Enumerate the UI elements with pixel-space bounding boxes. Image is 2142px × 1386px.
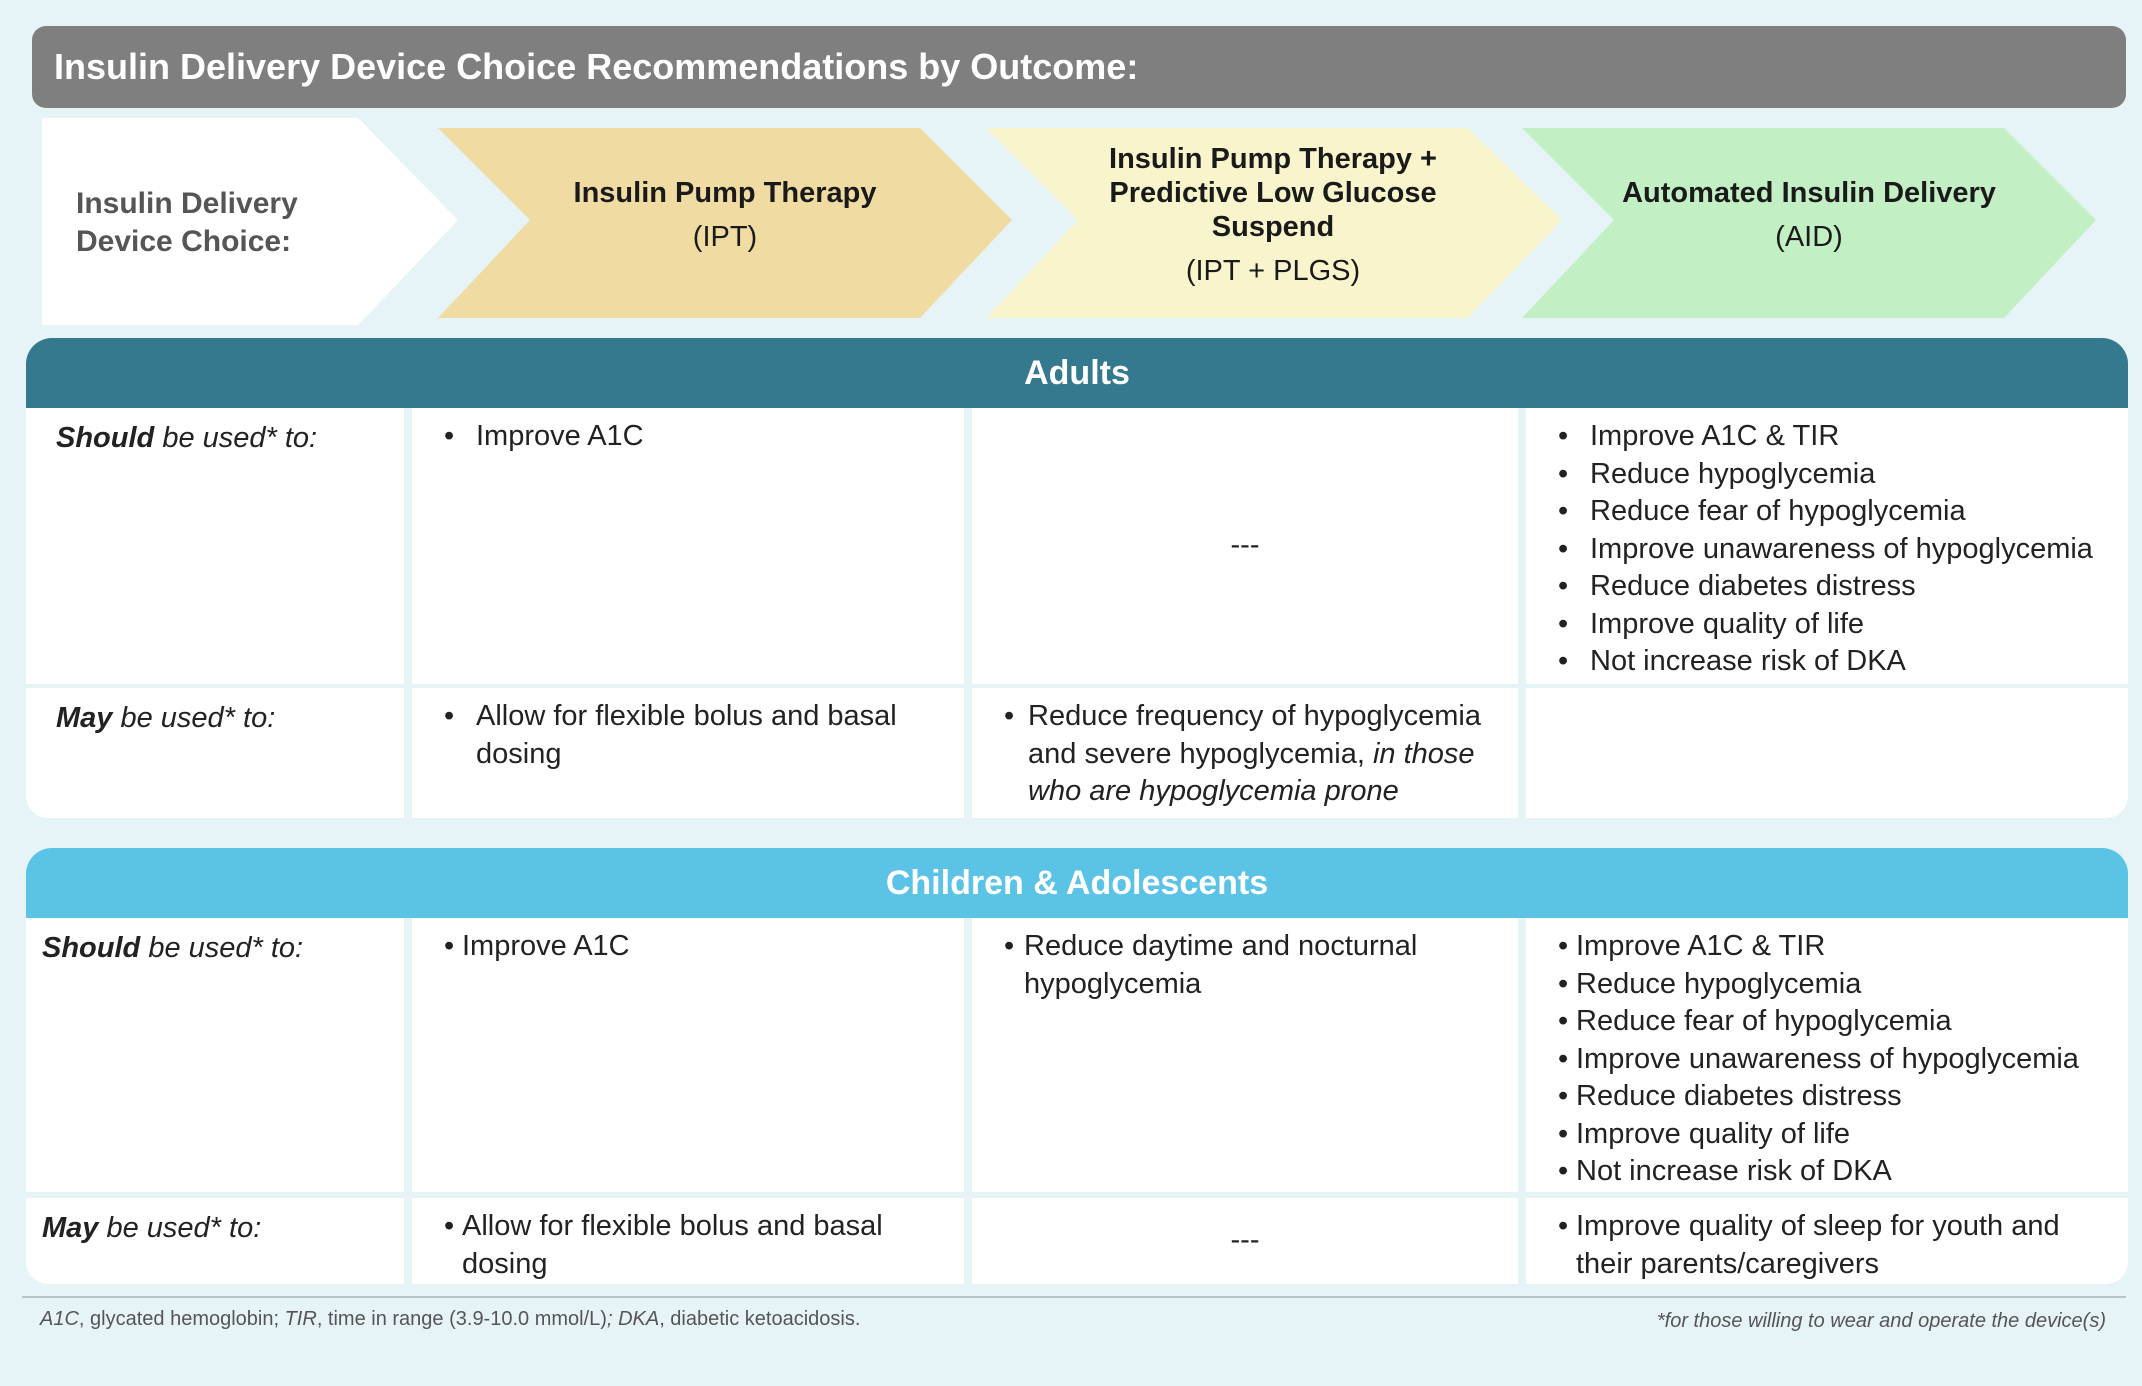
list-item: • Improve quality of sleep for youth and their parents/caregivers [1526, 1208, 2110, 1283]
cell-adults-should-plgs [972, 408, 1518, 684]
list-item: • Improve quality of life [1526, 1116, 2110, 1154]
abbr-dka-def: , diabetic ketoacidosis. [659, 1308, 861, 1330]
list-item: • Reduce hypoglycemia [1526, 966, 2110, 1004]
bullet-list [412, 918, 964, 966]
row-label-rest: be used* to: [112, 702, 276, 734]
footer-divider [22, 1296, 2126, 1298]
list-item: • Allow for flexible bolus and basal dosing [412, 698, 946, 773]
list-item: • Reduce diabetes distress [1526, 568, 2110, 606]
abbr-dka: DKA [618, 1308, 660, 1330]
device-choice-label-line-2: Device Choice: [76, 225, 292, 258]
no-recommendation-dashes: --- [1230, 1224, 1260, 1257]
cell-children-may-ipt [412, 1198, 964, 1284]
device-aid-abbr: (AID) [1775, 221, 1843, 253]
list-item: • Not increase risk of DKA [1526, 1153, 2110, 1191]
abbreviations-footnote [40, 1308, 860, 1331]
cell-children-may-aid [1526, 1198, 2128, 1284]
device-ipt-plgs-title-1: Insulin Pump Therapy + [1109, 143, 1437, 175]
row-label-bold: May [56, 702, 113, 734]
row-label-children-may [26, 1198, 404, 1284]
list-item: • Improve unawareness of hypoglycemia [1526, 1041, 2110, 1079]
section-header-children [26, 848, 2128, 918]
cell-adults-may-ipt [412, 688, 964, 818]
row-label-rest: be used* to: [98, 1212, 262, 1244]
list-item [972, 698, 1500, 811]
device-choice-row [0, 110, 2142, 335]
cell-adults-should-ipt [412, 408, 964, 684]
list-item: • Reduce diabetes distress [1526, 1078, 2110, 1116]
bullet-list [1526, 408, 2128, 681]
device-ipt-title: Insulin Pump Therapy [573, 177, 877, 209]
device-ipt-plgs-abbr: (IPT + PLGS) [1185, 255, 1361, 287]
list-item-qualifier: in those who are hypoglycemia prone [1028, 737, 1475, 807]
bullet-list [412, 408, 964, 456]
row-label-rest: be used* to: [140, 932, 304, 964]
cell-children-should-plgs [972, 918, 1518, 1192]
abbr-sep: ; [606, 1308, 619, 1330]
row-label-bold: May [42, 1212, 99, 1244]
list-item: • Improve A1C [412, 928, 946, 966]
device-aid [1614, 176, 2004, 254]
device-ipt [530, 176, 920, 254]
section-header-children-text: Children & Adolescents [885, 863, 1269, 902]
bullet-list [412, 1198, 964, 1283]
device-choice-label [76, 185, 298, 261]
device-ipt-plgs-title-3: Suspend [1211, 211, 1335, 243]
row-label-children-should [26, 918, 404, 1192]
list-item: • Improve A1C & TIR [1526, 928, 2110, 966]
abbr-a1c-def: , glycated hemoglobin; [78, 1308, 285, 1330]
section-header-adults [26, 338, 2128, 408]
usage-footnote: *for those willing to wear and operate the device(s) [1656, 1310, 2106, 1332]
page-title-text: Insulin Delivery Device Choice Recommendations by Outcome: [54, 46, 1139, 87]
row-label-bold: Should [56, 422, 155, 454]
list-item: • Improve unawareness of hypoglycemia [1526, 531, 2110, 569]
cell-adults-may-aid [1526, 688, 2128, 818]
bullet-list [412, 688, 964, 773]
cell-adults-should-aid [1526, 408, 2128, 684]
list-item: • Reduce fear of hypoglycemia [1526, 493, 2110, 531]
page-title [32, 26, 2126, 108]
cell-children-may-plgs [972, 1198, 1518, 1284]
list-item: • Improve A1C [412, 418, 946, 456]
list-item: • Improve A1C & TIR [1526, 418, 2110, 456]
device-ipt-plgs [1078, 142, 1468, 288]
device-ipt-abbr: (IPT) [692, 221, 758, 253]
list-item: • Not increase risk of DKA [1526, 643, 2110, 681]
row-label-bold: Should [42, 932, 141, 964]
list-item: • Reduce fear of hypoglycemia [1526, 1003, 2110, 1041]
cell-children-should-aid [1526, 918, 2128, 1192]
cell-children-should-ipt [412, 918, 964, 1192]
abbr-tir: TIR [284, 1308, 317, 1330]
list-item: • Allow for flexible bolus and basal dosing [412, 1208, 946, 1283]
list-item: • Reduce daytime and nocturnal hypoglycemia [972, 928, 1500, 1003]
row-label-adults-should [26, 408, 404, 684]
no-recommendation-dashes: --- [1230, 529, 1260, 562]
bullet-list [972, 918, 1518, 1003]
device-aid-title: Automated Insulin Delivery [1622, 177, 1996, 209]
abbr-a1c: A1C [40, 1308, 79, 1330]
bullet-list [1526, 1198, 2128, 1283]
list-item: • Reduce hypoglycemia [1526, 456, 2110, 494]
device-ipt-plgs-title-2: Predictive Low Glucose [1109, 177, 1437, 209]
row-label-adults-may [26, 688, 404, 818]
device-choice-label-line-1: Insulin Delivery [76, 187, 298, 220]
list-item-text: Reduce frequency of hypoglycemia and severe hypoglycemia, [1028, 700, 1481, 770]
bullet-list [972, 688, 1518, 811]
abbr-tir-def: , time in range (3.9-10.0 mmol/L) [316, 1308, 607, 1330]
section-header-adults-text: Adults [1024, 353, 1130, 392]
cell-adults-may-plgs [972, 688, 1518, 818]
bullet-list [1526, 918, 2128, 1191]
row-label-rest: be used* to: [154, 422, 318, 454]
list-item: • Improve quality of life [1526, 606, 2110, 644]
